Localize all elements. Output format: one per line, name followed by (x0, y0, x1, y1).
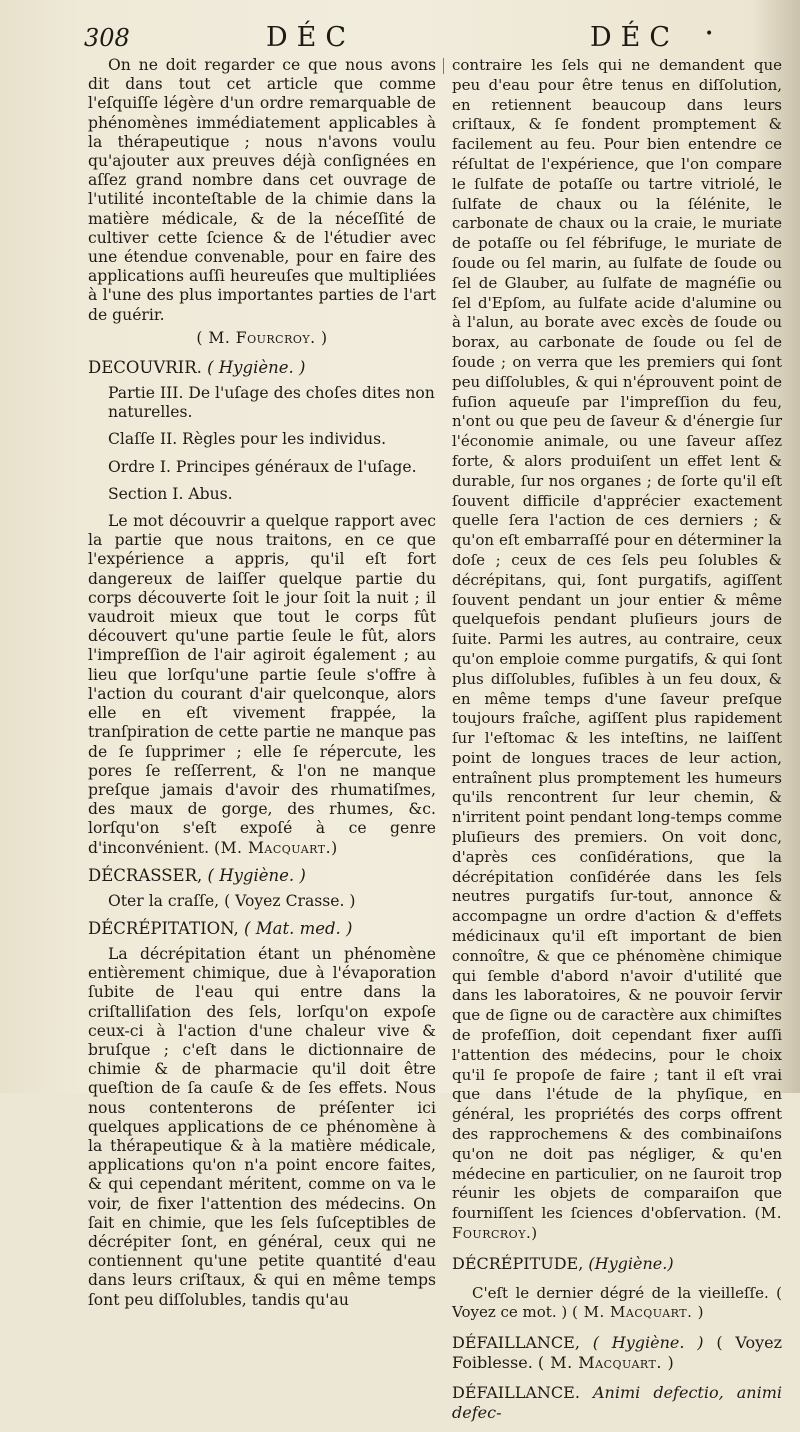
header-right-word: DÉC (590, 22, 680, 53)
classification-ordre: Ordre I. Principes généraux de l'uſage. (108, 457, 417, 476)
entry-heading-decrepitude (452, 1254, 782, 1274)
entry-title: DÉFAILLANCE, (452, 1333, 580, 1353)
entry-heading-decrasser (88, 866, 436, 886)
author-signature: ( M. Macquart. ) (537, 1353, 675, 1372)
entry-text-decrasser: Oter la craſſe, ( Voyez Crasse. ) (108, 891, 356, 910)
entry-category: ( Hygiène. ) (207, 865, 306, 885)
entry-category: ( Hygiène. ) (207, 358, 306, 378)
entry-heading-decrepitation (88, 919, 436, 939)
paragraph-decrepitation: La décrépitation étant un phénomène entièrement chimique, due à l'évaporation ſubite de l'eau qui entre dans la criſtalliſation des ſels, lorſqu'on expoſe ceux-ci à l'action d'une chaleur vive & bruſque ; c'eſt dans le dictionnaire de chimie & de pharmacie qu'il doit être queſtion de ſa cauſe & de ſes effets. Nous nous contenterons de préſenter ici quelques applications de ce phénomène à la thérapeutique & à la matière médicale, applications qu'on n'a point encore faites, & qui cependant méritent, comme on va le voir, de fixer l'attention des médecins. On ſait en chimie, que les ſels ſuſceptibles de décrépiter ſont, en général, ceux qui ne contiennent qu'une petite quantité d'eau dans leurs criſtaux, & qui en même temps ſont peu diſſolubles, tandis qu'au (88, 944, 436, 1309)
entry-heading-decouvrir (88, 358, 436, 378)
entry-category: ( Mat. med. ) (244, 918, 353, 938)
paragraph-decouvrir (88, 512, 436, 858)
entry-heading-defaillance-latin (452, 1383, 782, 1423)
author-signature: ( M. Fourcroy. ) (196, 328, 328, 347)
header-mark: • (705, 26, 714, 42)
author-signature: ( M. Macquart. ) (572, 1303, 704, 1322)
right-column (452, 56, 782, 1432)
entry-latin-name: Animi defectio, animi defec- (452, 1382, 783, 1422)
entry-category: ( Hygiène. ) (592, 1333, 704, 1353)
classification-section: Section I. Abus. (108, 484, 233, 503)
paragraph-closing-remarks: On ne doit regarder ce que nous avons dit dans tout cet article que comme l'eſquiſſe légère d'un ordre remarquable de phénomènes immédiatement applicables à la thérapeutique ; nous n'avons voulu qu'ajouter aux preuves déjà conſignées en aſſez grand nombre dans cet ouvrage de l'utilité inconteſtable de la chimie dans la matière médicale, & de la néceſſité de cultiver cette ſcience & de l'étudier avec une étendue convenable, pour en faire des applications auſſi heureuſes que multipliées à l'une des plus importantes parties de l'art de guérir. (88, 56, 436, 324)
entry-title: DÉFAILLANCE. (452, 1382, 580, 1402)
page-number: 308 (84, 24, 130, 52)
paragraph-text: Le mot découvrir a quelque rapport avec la partie que nous traitons, en ce que l'expérience a appris, qu'il eſt fort dangereux de laiſſer quelque partie du corps découverte ſoit le jour ſoit la nuit ; il vaudroit mieux que tout le corps fût découvert qu'une partie ſeule le fût, alors l'impreſſion de l'air agiroit également ; au lieu que lorſqu'une partie ſeule s'offre à l'action du courant d'air quelconque, alors elle en eſt vivement frappée, la tranſpiration de cette partie ne manque pas de ſe ſupprimer ; elle ſe répercute, les pores ſe reſſerrent, & l'on ne manque preſque jamais d'avoir des rhumatiſmes, des maux de gorge, des rhumes, &c. lorſqu'on s'eſt expoſé à ce genre d'inconvénient. (88, 512, 436, 857)
classification-classe: Claſſe II. Règles pour les individus. (108, 430, 387, 449)
left-column (88, 56, 436, 1310)
entry-title: DÉCRASSER, (88, 865, 203, 885)
running-header (0, 22, 800, 56)
paragraph-decrepitation-continued (452, 56, 782, 1244)
author-signature: (M. Macquart.) (214, 838, 338, 857)
entry-title: DÉCRÉPITATION, (88, 918, 239, 938)
paragraph-text: contraire les ſels qui ne demandent que peu d'eau pour être tenus en diſſolution, en retiennent beaucoup dans leurs criſtaux, & ſe fondent promptement & facilement au feu. Pour bien entendre ce réſultat de l'expérience, que l'on compare le ſulfate de potaſſe ou tartre vitriolé, le ſulfate de chaux ou la ſélénite, le carbonate de chaux ou la craie, le muriate de potaſſe ou ſel fébrifuge, le muriate de ſoude ou ſel marin, au ſulfate de ſoude ou ſel de Glauber, au ſulfate de magnéſie ou ſel d'Epſom, au ſulfate acide d'alumine ou à l'alun, au borate avec excès de ſoude ou borax, au carbonate de ſoude ou ſel de ſoude ; on verra que les premiers qui ſont peu diſſolubles, & qui n'éprouvent point de fuſion aqueuſe par l'impreſſion du feu, n'ont ou que peu de ſaveur & d'énergie ſur l'économie animale, ou une ſaveur aſſez forte, & alors produiſent un effet lent & durable, ſur nos organes ; de ſorte qu'il eſt ſouvent difficile d'apprécier exactement quelle ſera l'action de ces derniers ; & qu'on eſt embarraſſé pour en déterminer la doſe ; ceux de ces ſels peu ſolubles & décrépitans, qui, ſont purgatifs, agiſſent ſouvent pendant un jour entier & même quelquefois pendant pluſieurs jours de ſuite. Parmi les autres, au contraire, ceux qu'on emploie comme purgatifs, & qui ſont plus diſſolubles, fuſibles à un feu doux, & en même temps d'une ſaveur preſque toujours fraîche, agiſſent plus rapidement ſur l'eſtomac & les inteſtins, ne laiſſent point de longues traces de leur action, entraînent plus promptement les humeurs qu'ils rencontrent ſur leur chemin, & n'irritent point pendant long-temps comme pluſieurs des premiers. On voit donc, d'après ces conſidérations, que la décrépitation conſidérée dans les ſels neutres purgatifs ſur-tout, annonce & accompagne un ordre d'action & d'effets médicinaux qu'il eſt important de bien connoître, & que ce phénomène chimique qui ſemble d'abord n'avoir d'utilité que dans les laboratoires, & ne pouvoir ſervir que de ſigne ou de caractère aux chimiſtes de profeſſion, doit cependant fixer auſſi l'attention des médecins, pour le choix qu'il ſe propoſe de faire ; tant il eſt vrai que dans l'étude de la phyſique, en général, les propriétés des corps offrent des rapprochemens & des combinaiſons qu'on ne doit pas négliger, & qu'en médecine en particulier, on ne ſauroit trop réunir les objets de comparaiſon que fourniſſent les ſciences d'obſervation. (452, 56, 782, 1223)
header-left-word: DÉC (266, 22, 356, 53)
entry-text: C'eſt le dernier dégré de la vieilleſſe. ( Voyez ce mot. ) (452, 1283, 782, 1322)
column-divider (443, 58, 444, 74)
classification-partie: Partie III. De l'uſage des choſes dites non naturelles. (108, 384, 435, 422)
entry-category: (Hygiène.) (588, 1253, 674, 1273)
author-signature: (M. Fourcroy.) (452, 1204, 782, 1243)
entry-cross-reference: ( Voyez Foiblesse. (452, 1333, 783, 1372)
entry-heading-defaillance (452, 1333, 782, 1373)
entry-title: DÉCRÉPITUDE, (452, 1253, 584, 1273)
entry-title: DECOUVRIR. (88, 358, 202, 378)
entry-text-decrepitude (452, 1284, 782, 1324)
